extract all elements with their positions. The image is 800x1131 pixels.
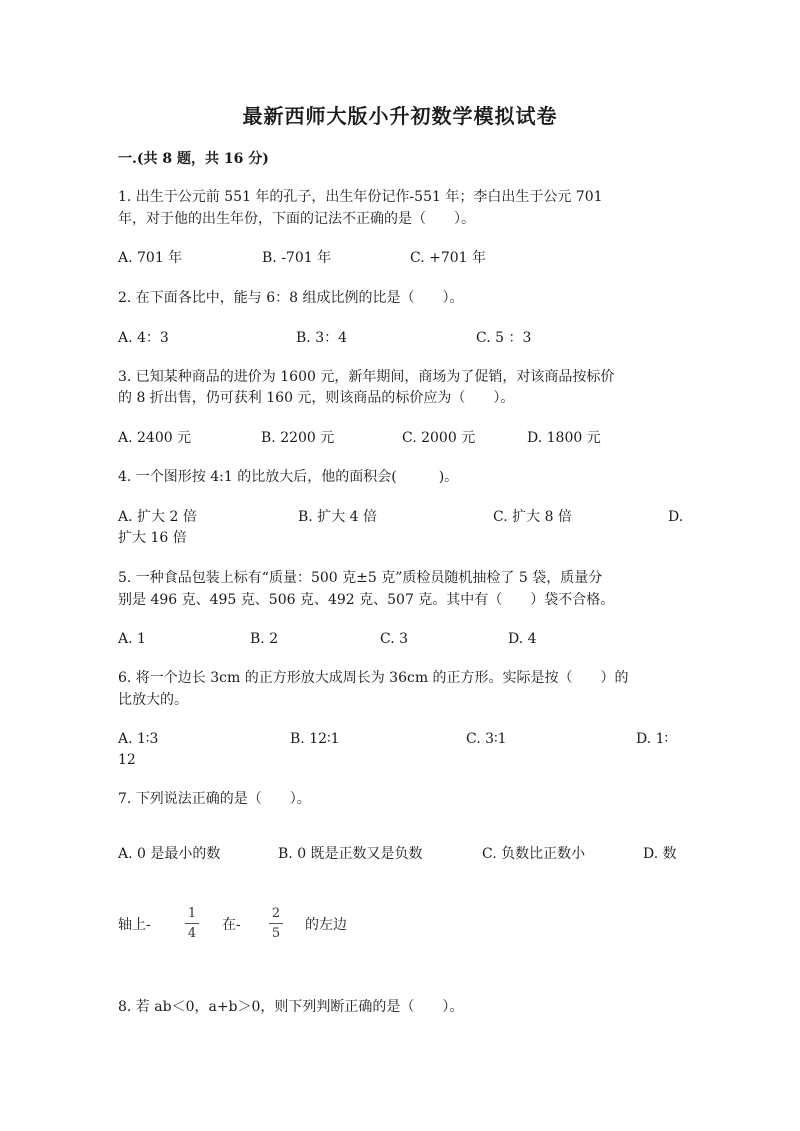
fraction-numerator: 1 [187,906,197,921]
question-2-option-a: A. 4：3 [118,330,169,346]
question-4-option-a: A. 扩大 2 倍 [118,509,197,525]
question-1-option-b: B. -701 年 [262,250,332,266]
question-2-option-b: B. 3：4 [296,330,348,346]
question-4-option-c: C. 扩大 8 倍 [493,509,572,525]
fraction-denominator: 5 [271,926,281,941]
question-2-line-1: 2. 在下面各比中，能与 6：8 组成比例的比是（ ）。 [118,290,464,306]
question-7-option-a: A. 0 是最小的数 [118,846,221,862]
question-6-option-b: B. 12∶1 [290,731,340,747]
question-1-option-a: A. 701 年 [118,250,183,266]
question-4-option-b: B. 扩大 4 倍 [298,509,377,525]
fraction-numerator: 2 [271,906,281,921]
question-4-option-d-text: 扩大 16 倍 [118,530,187,546]
question-6-line-1: 6. 将一个边长 3cm 的正方形放大成周长为 36cm 的正方形。实际是按（ ）的 [118,670,629,686]
question-1-line-2: 年，对于他的出生年份，下面的记法不正确的是（ ）。 [118,211,475,227]
question-3-option-a: A. 2400 元 [118,430,192,446]
section-header: 一.(共 8 题，共 16 分) [118,151,269,167]
question-6-line-2: 比放大的。 [118,692,188,708]
question-7-option-b: B. 0 既是正数又是负数 [278,846,423,862]
question-5-option-a: A. 1 [118,631,146,647]
question-3-option-d: D. 1800 元 [527,430,601,446]
question-4-line-1: 4. 一个图形按 4:1 的比放大后，他的面积会( )。 [118,469,459,485]
question-7-line-1: 7. 下列说法正确的是（ ）。 [118,791,311,807]
question-4-option-d-label: D. [668,509,684,525]
question-5-line-2: 别是 496 克、495 克、506 克、492 克、507 克。其中有（ ）袋不合格。 [118,592,615,608]
question-3-option-b: B. 2200 元 [261,430,335,446]
fraction-two-fifths [266,906,286,941]
fraction-bar [269,923,283,924]
question-7-option-d-middle: 在- [222,917,241,933]
question-6-option-a: A. 1∶3 [118,731,159,747]
question-6-option-d-text: 12 [118,752,136,768]
question-7-option-d-prefix: 轴上- [118,917,151,933]
fraction-one-quarter [182,906,202,941]
question-5-line-1: 5. 一种食品包装上标有“质量：500 克±5 克”质检员随机抽检了 5 袋，质量分 [118,570,603,586]
question-7-option-d-suffix: 的左边 [305,917,347,933]
question-5-option-b: B. 2 [250,631,279,647]
question-3-line-1: 3. 已知某种商品的进价为 1600 元，新年期间，商场为了促销，对该商品按标价 [118,369,615,385]
fraction-denominator: 4 [187,926,197,941]
question-7-option-d-label: D. 数 [643,846,677,862]
question-1-line-1: 1. 出生于公元前 551 年的孔子，出生年份记作-551 年；李白出生于公元 701 [118,189,603,205]
question-5-option-d: D. 4 [508,631,537,647]
question-7-option-c: C. 负数比正数小 [482,846,586,862]
fraction-bar [185,923,199,924]
question-6-option-d-label: D. 1∶ [636,731,669,747]
question-6-option-c: C. 3∶1 [466,731,507,747]
question-5-option-c: C. 3 [380,631,409,647]
question-2-option-c: C. 5 ：3 [476,330,532,346]
question-3-option-c: C. 2000 元 [402,430,476,446]
question-1-option-c: C. +701 年 [410,250,487,266]
page-title: 最新西师大版小升初数学模拟试卷 [242,104,558,128]
question-8-line-1: 8. 若 ab＜0，a+b＞0，则下列判断正确的是（ ）。 [118,999,464,1015]
question-3-line-2: 的 8 折出售，仍可获利 160 元，则该商品的标价应为（ ）。 [118,390,515,406]
